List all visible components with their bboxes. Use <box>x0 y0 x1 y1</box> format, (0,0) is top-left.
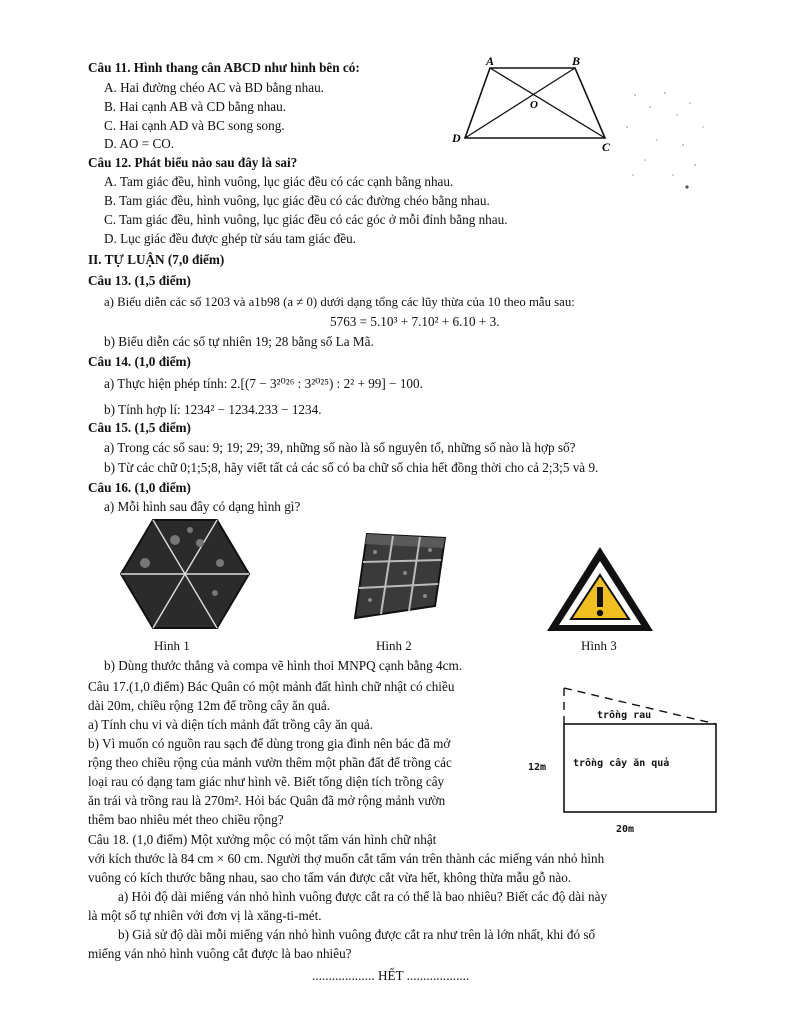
q14-heading: Câu 14. (1,0 điểm) <box>88 354 191 369</box>
q18-line-7: miếng ván nhỏ hình vuông cắt được là bao nhiêu? <box>88 946 352 961</box>
section-2-heading: II. TỰ LUẬN (7,0 điểm) <box>88 252 225 267</box>
q14-part-b: b) Tính hợp lí: 1234² − 1234.233 − 1234. <box>104 402 322 417</box>
q17-line-6: loại rau có dạng tam giác như hình vẽ. Biết tổng diện tích trồng cây <box>88 774 445 789</box>
q15-part-a: a) Trong các số sau: 9; 19; 29; 39, những số nào là số nguyên tố, những số nào là hợp số? <box>104 440 576 455</box>
q13-heading: Câu 13. (1,5 điểm) <box>88 273 191 288</box>
q11-option-a: A. Hai đường chéo AC và BD bằng nhau. <box>104 80 324 95</box>
figure-3-caption: Hình 3 <box>581 638 617 653</box>
q17-line-3: a) Tính chu vi và diện tích mảnh đất trồng cây ăn quả. <box>88 717 374 732</box>
vegetable-area-label: trồng rau <box>597 710 652 721</box>
q18-part-b: b) Giả sử độ dài mỗi miếng ván nhỏ hình vuông được cắt ra như trên là lớn nhất, khi đó số <box>118 927 596 942</box>
q13-part-a: a) Biểu diễn các số 1203 và a1b98 (a ≠ 0) dưới dạng tổng các lũy thừa của 10 theo mẫu sau: <box>104 295 575 309</box>
q17-line-2: dài 20m, chiều rộng 12m để trồng cây ăn quả. <box>88 698 331 713</box>
q12-option-c: C. Tam giác đều, hình vuông, lục giác đều có các góc ở mỗi đỉnh bằng nhau. <box>104 212 508 227</box>
q17-line-1: Câu 17.(1,0 điểm) Bác Quân có một mảnh đất hình chữ nhật có chiều <box>88 679 455 694</box>
q13-part-b: b) Biểu diễn các số tự nhiên 19; 28 bằng số La Mã. <box>104 334 374 349</box>
q16-heading: Câu 16. (1,0 điểm) <box>88 480 191 495</box>
q16-part-a: a) Mỗi hình sau đây có dạng hình gì? <box>104 499 301 514</box>
q18-line-1: Câu 18. (1,0 điểm) Một xưởng mộc có một tấm ván hình chữ nhật <box>88 832 437 847</box>
fruit-tree-area-label: trồng cây ăn quả <box>573 758 670 769</box>
q17-line-7: ăn trái và trồng rau là 270m². Hỏi bác Quân đã mở rộng mảnh vườn <box>88 793 446 808</box>
q15-part-b: b) Từ các chữ 0;1;5;8, hãy viết tất cả các số có ba chữ số chia hết đồng thời cho cả 2;3;5 và 9. <box>104 460 599 475</box>
hexagon-picture <box>120 518 250 630</box>
q15-heading: Câu 15. (1,5 điểm) <box>88 420 191 435</box>
q18-line-2: với kích thước là 84 cm × 60 cm. Người thợ muốn cắt tấm ván trên thành các miếng ván nhỏ hình <box>88 851 605 866</box>
vertex-b-label: B <box>572 54 581 68</box>
q11-option-c: C. Hai cạnh AD và BC song song. <box>104 118 285 133</box>
q16-part-b: b) Dùng thước thẳng và compa vẽ hình thoi MNPQ cạnh bằng 4cm. <box>104 658 463 673</box>
square-cake-picture <box>345 528 450 623</box>
q12-option-d: D. Lục giác đều được ghép từ sáu tam giác đều. <box>104 231 356 246</box>
q18-line-3: vuông có kích thước bằng nhau, sao cho tấm ván được cắt vừa hết, không thừa mẫu gỗ nào. <box>88 870 572 885</box>
width-label-12m: 12m <box>528 762 547 773</box>
q17-line-4: b) Vì muốn có nguồn rau sạch để dùng trong gia đình nên bác đã mở <box>88 736 451 751</box>
point-o-label: O <box>530 99 538 111</box>
q13-example: 5763 = 5.10³ + 7.10² + 6.10 + 3. <box>330 314 500 329</box>
q12-stem: Câu 12. Phát biểu nào sau đây là sai? <box>88 155 298 170</box>
warning-triangle-picture <box>545 545 655 635</box>
q17-line-5: rộng theo chiều rộng của mảnh vườn thêm một phần đất để trồng các <box>88 755 452 770</box>
q11-option-d: D. AO = CO. <box>104 136 175 151</box>
q18-part-a: a) Hỏi độ dài miếng ván nhỏ hình vuông được cắt ra có thể là bao nhiêu? Biết các độ dài này <box>118 889 608 904</box>
end-marker: ................... HẾT ................... <box>312 968 470 983</box>
vertex-d-label: D <box>452 131 461 145</box>
length-label-20m: 20m <box>616 824 635 835</box>
q11-option-b: B. Hai cạnh AB và CD bằng nhau. <box>104 99 287 114</box>
figure-1-caption: Hình 1 <box>154 638 190 653</box>
q11-stem: Câu 11. Hình thang cân ABCD như hình bên có: <box>88 60 360 75</box>
trapezoid-figure <box>450 54 620 154</box>
vertex-c-label: C <box>602 140 611 154</box>
q18-line-5: là một số tự nhiên với đơn vị là xăng-ti-mét. <box>88 908 322 923</box>
q12-option-a: A. Tam giác đều, hình vuông, lục giác đều có các cạnh bằng nhau. <box>104 174 454 189</box>
q17-line-8: thêm bao nhiêu mét theo chiều rộng? <box>88 812 284 827</box>
vertex-a-label: A <box>486 54 495 68</box>
q12-option-b: B. Tam giác đều, hình vuông, lục giác đều có các đường chéo bằng nhau. <box>104 193 490 208</box>
figure-2-caption: Hình 2 <box>376 638 412 653</box>
q14-part-a: a) Thực hiện phép tính: 2.[(7 − 3²⁰²⁶ : 3²⁰²⁵) : 2² + 99] − 100. <box>104 376 423 391</box>
scan-noise-decoration <box>615 65 715 195</box>
